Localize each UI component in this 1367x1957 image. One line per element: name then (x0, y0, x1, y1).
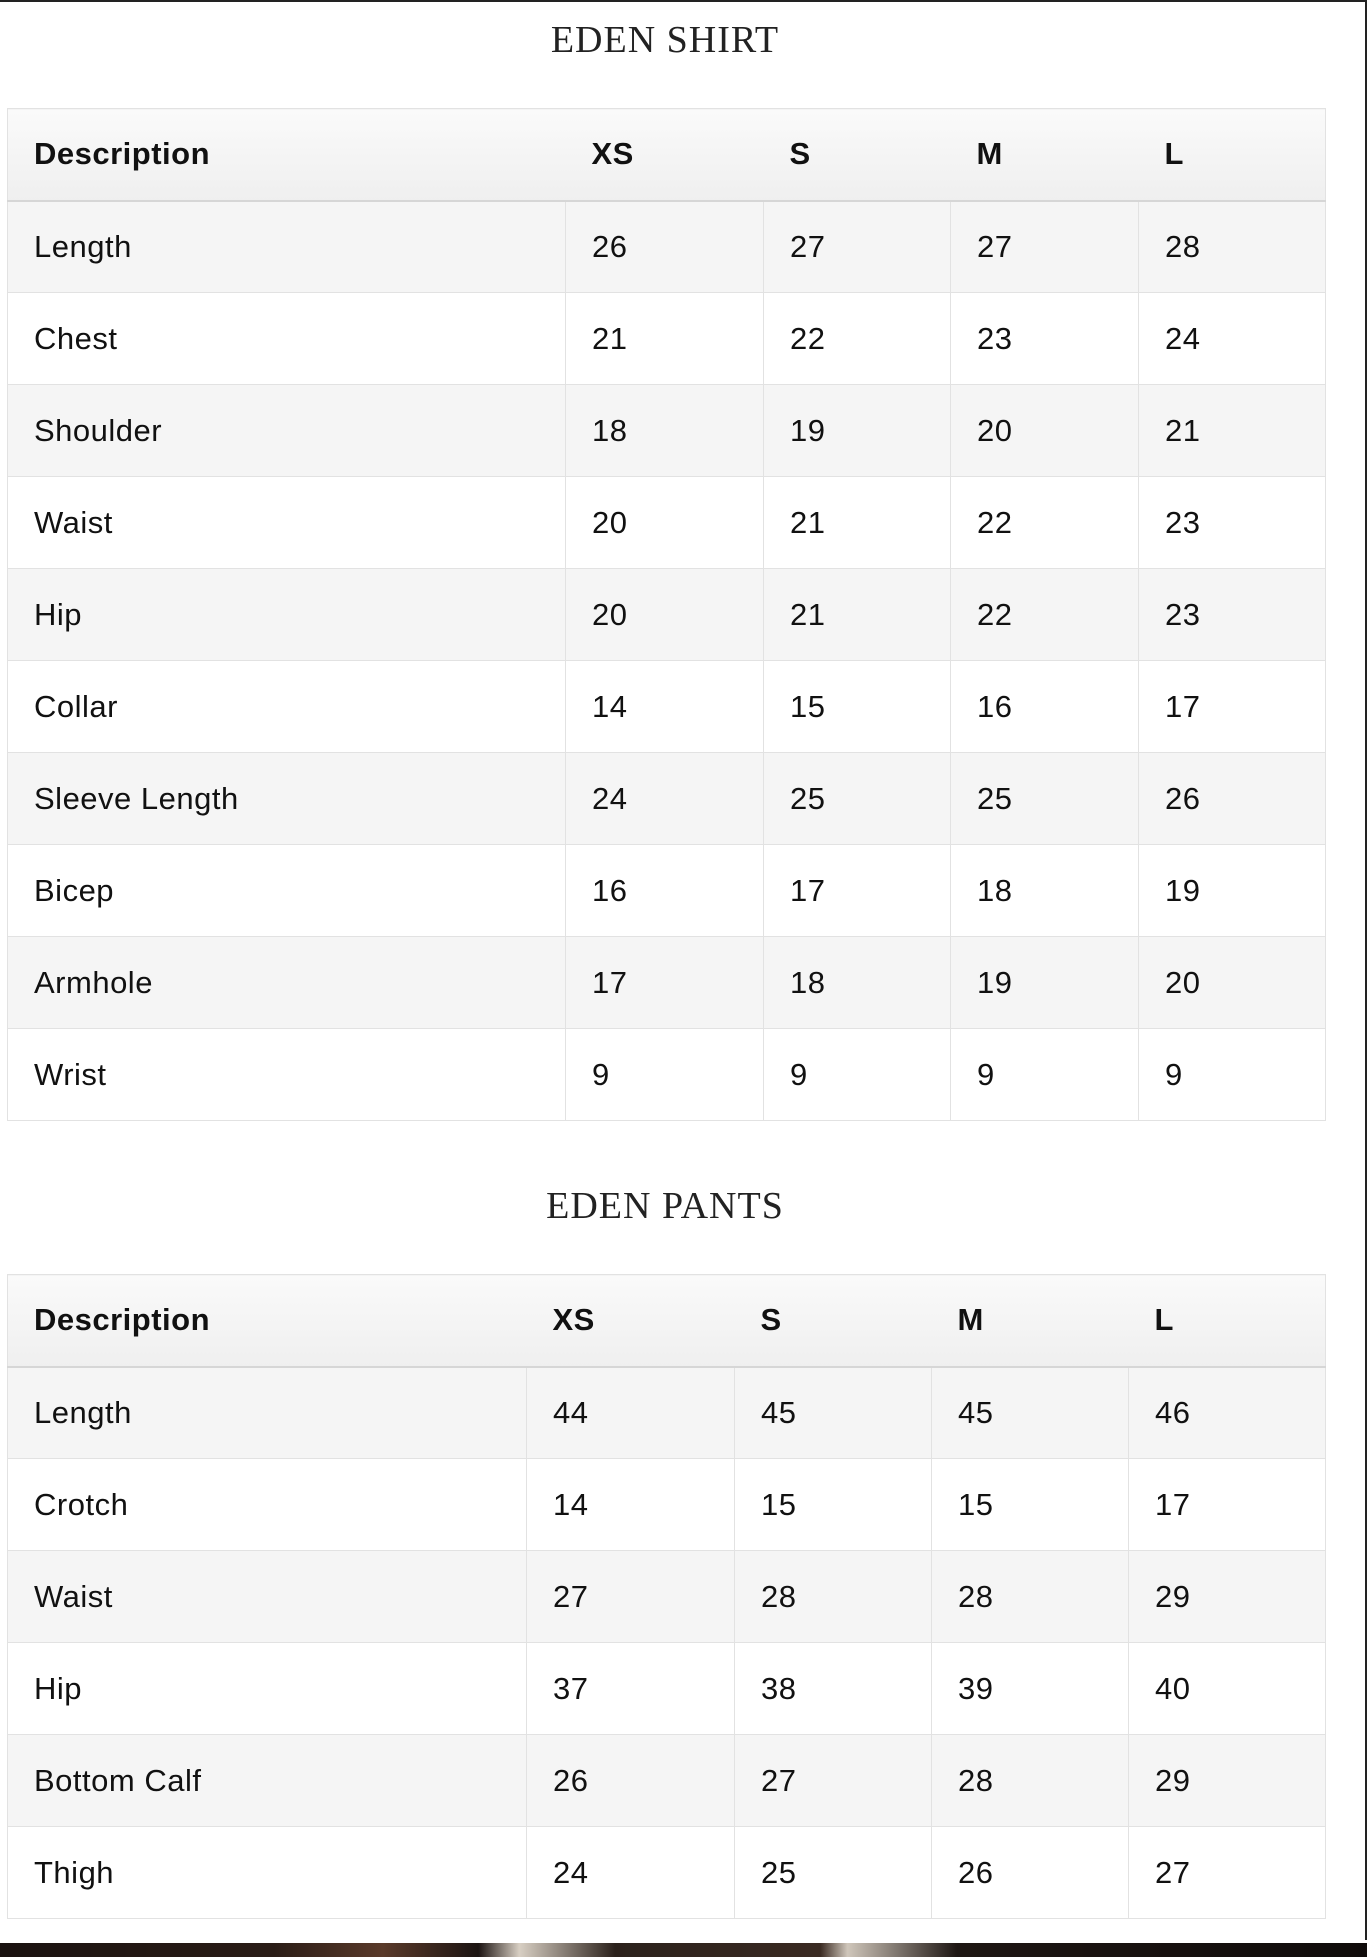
cell-l: 9 (1139, 1029, 1326, 1121)
cell-l: 19 (1139, 845, 1326, 937)
cell-m: 28 (932, 1735, 1129, 1827)
table-header-row (8, 1275, 1326, 1367)
cell-m: 23 (951, 293, 1139, 385)
header-xs: XS (527, 1275, 735, 1367)
row-label: Hip (8, 569, 566, 661)
cell-s: 9 (764, 1029, 951, 1121)
pants-section-title: EDEN PANTS (546, 1185, 784, 1227)
table-row (8, 1551, 1326, 1643)
cell-s: 28 (735, 1551, 932, 1643)
table-row (8, 845, 1326, 937)
table-row (8, 1029, 1326, 1121)
top-border (0, 0, 1367, 2)
cell-m: 16 (951, 661, 1139, 753)
table-row (8, 661, 1326, 753)
cell-s: 25 (735, 1827, 932, 1919)
row-label: Length (8, 201, 566, 293)
cell-m: 15 (932, 1459, 1129, 1551)
cell-xs: 9 (566, 1029, 764, 1121)
header-l: L (1139, 109, 1326, 201)
cell-xs: 17 (566, 937, 764, 1029)
table-row (8, 1643, 1326, 1735)
row-label: Waist (8, 1551, 527, 1643)
pants-size-table (7, 1274, 1326, 1919)
cell-m: 28 (932, 1551, 1129, 1643)
cell-m: 20 (951, 385, 1139, 477)
table-row (8, 293, 1326, 385)
cell-l: 17 (1139, 661, 1326, 753)
cell-xs: 26 (527, 1735, 735, 1827)
header-xs: XS (566, 109, 764, 201)
cell-xs: 14 (566, 661, 764, 753)
cell-xs: 18 (566, 385, 764, 477)
cell-xs: 27 (527, 1551, 735, 1643)
cell-xs: 44 (527, 1367, 735, 1459)
cell-s: 18 (764, 937, 951, 1029)
cell-s: 25 (764, 753, 951, 845)
table-row (8, 1459, 1326, 1551)
shirt-section-title: EDEN SHIRT (550, 19, 780, 61)
table-row (8, 385, 1326, 477)
cell-l: 46 (1129, 1367, 1326, 1459)
cell-l: 29 (1129, 1735, 1326, 1827)
cell-s: 22 (764, 293, 951, 385)
table-row (8, 1735, 1326, 1827)
cell-m: 26 (932, 1827, 1129, 1919)
cell-s: 45 (735, 1367, 932, 1459)
cell-m: 25 (951, 753, 1139, 845)
cell-s: 21 (764, 569, 951, 661)
cell-s: 15 (735, 1459, 932, 1551)
cell-xs: 26 (566, 201, 764, 293)
cell-l: 40 (1129, 1643, 1326, 1735)
cell-l: 21 (1139, 385, 1326, 477)
cell-m: 18 (951, 845, 1139, 937)
row-label: Wrist (8, 1029, 566, 1121)
cell-m: 22 (951, 477, 1139, 569)
cell-l: 23 (1139, 569, 1326, 661)
row-label: Length (8, 1367, 527, 1459)
cell-m: 22 (951, 569, 1139, 661)
cell-m: 39 (932, 1643, 1129, 1735)
cell-xs: 21 (566, 293, 764, 385)
row-label: Hip (8, 1643, 527, 1735)
table-header-row (8, 109, 1326, 201)
cell-xs: 14 (527, 1459, 735, 1551)
table-row (8, 937, 1326, 1029)
cell-m: 19 (951, 937, 1139, 1029)
cell-l: 27 (1129, 1827, 1326, 1919)
header-description: Description (8, 1275, 527, 1367)
row-label: Crotch (8, 1459, 527, 1551)
cell-s: 19 (764, 385, 951, 477)
cell-l: 20 (1139, 937, 1326, 1029)
row-label: Thigh (8, 1827, 527, 1919)
header-m: M (951, 109, 1139, 201)
table-row (8, 201, 1326, 293)
header-description: Description (8, 109, 566, 201)
shirt-size-table (7, 108, 1326, 1121)
cell-l: 28 (1139, 201, 1326, 293)
cell-m: 9 (951, 1029, 1139, 1121)
cell-l: 26 (1139, 753, 1326, 845)
row-label: Sleeve Length (8, 753, 566, 845)
cell-l: 17 (1129, 1459, 1326, 1551)
cell-xs: 24 (527, 1827, 735, 1919)
table-row (8, 1827, 1326, 1919)
cell-xs: 24 (566, 753, 764, 845)
cell-xs: 20 (566, 569, 764, 661)
header-s: S (764, 109, 951, 201)
header-l: L (1129, 1275, 1326, 1367)
row-label: Bicep (8, 845, 566, 937)
bottom-photo-strip (0, 1943, 1367, 1957)
cell-m: 27 (951, 201, 1139, 293)
table-row (8, 477, 1326, 569)
cell-s: 27 (735, 1735, 932, 1827)
cell-xs: 16 (566, 845, 764, 937)
cell-l: 24 (1139, 293, 1326, 385)
table-row (8, 753, 1326, 845)
cell-s: 17 (764, 845, 951, 937)
header-m: M (932, 1275, 1129, 1367)
cell-s: 38 (735, 1643, 932, 1735)
row-label: Chest (8, 293, 566, 385)
row-label: Collar (8, 661, 566, 753)
row-label: Waist (8, 477, 566, 569)
cell-l: 23 (1139, 477, 1326, 569)
cell-s: 15 (764, 661, 951, 753)
cell-s: 27 (764, 201, 951, 293)
row-label: Shoulder (8, 385, 566, 477)
row-label: Armhole (8, 937, 566, 1029)
cell-xs: 20 (566, 477, 764, 569)
header-s: S (735, 1275, 932, 1367)
row-label: Bottom Calf (8, 1735, 527, 1827)
table-row (8, 569, 1326, 661)
cell-l: 29 (1129, 1551, 1326, 1643)
cell-s: 21 (764, 477, 951, 569)
cell-xs: 37 (527, 1643, 735, 1735)
table-row (8, 1367, 1326, 1459)
cell-m: 45 (932, 1367, 1129, 1459)
